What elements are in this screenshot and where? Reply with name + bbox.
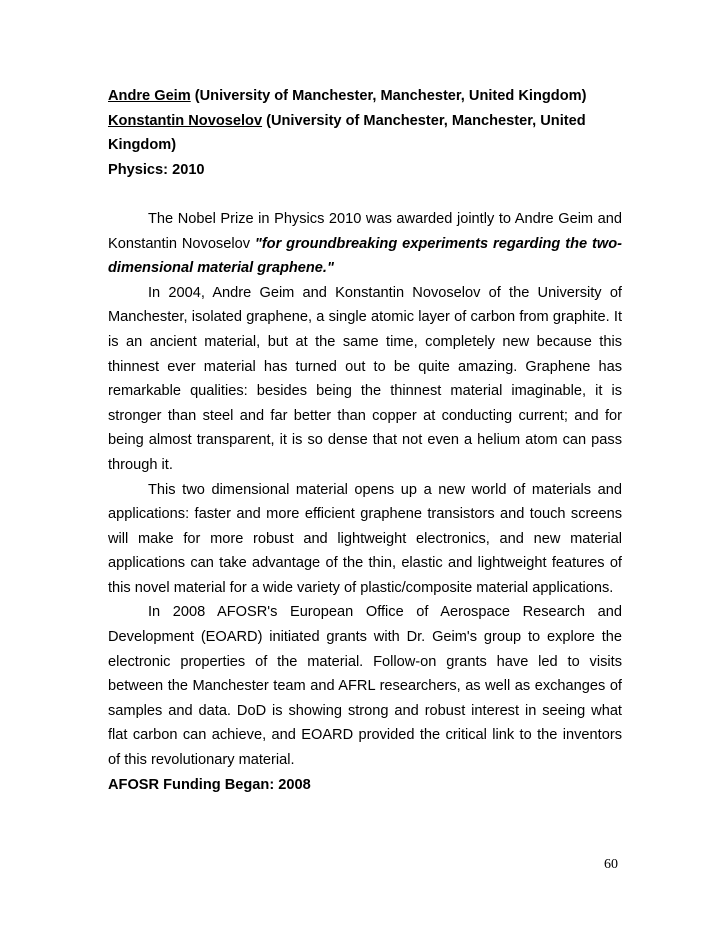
funding-began: AFOSR Funding Began: 2008 [108, 776, 311, 793]
paragraph-applications: This two dimensional material opens up a new world of materials and applications: faster and more efficient graphene transistors and touch screens will make for more robust and lightweight electronics, and new material applications can take advantage of the thin, elastic and lightweight features of this novel material for a wide variety of plastic/composite material applications. [108, 481, 622, 596]
prize-field-year: Physics: 2010 [108, 161, 205, 178]
page-content [108, 84, 622, 797]
paragraph-award [108, 207, 622, 281]
laureate-geim-affiliation: (University of Manchester, Manchester, United Kingdom) [190, 88, 587, 104]
paragraph-discovery: In 2004, Andre Geim and Konstantin Novoselov of the University of Manchester, isolated graphene, a single atomic layer of carbon from graphite. It is an ancient material, but at the same time, completely new because this thinnest ever material has turned out to be quite amazing. Graphene has remarkable qualities: besides being the thinnest material imaginable, it is stronger than steel and far better than copper at conducting current; and for being almost transparent, it is so dense that not even a helium atom can pass through it. [108, 284, 622, 473]
spacer [108, 182, 622, 207]
laureate-geim-line [108, 84, 622, 109]
laureate-geim-name: Andre Geim [108, 88, 191, 104]
laureate-novoselov-name: Konstantin Novoselov [108, 112, 263, 129]
award-citation: "for groundbreaking experiments regarding the two-dimensional material graphene." [108, 235, 622, 277]
paragraph-eoard: In 2008 AFOSR's European Office of Aerospace Research and Development (EOARD) initiated grants with Dr. Geim's group to explore the electronic properties of the material. Follow-on grants have led to visits between the Manchester team and AFRL researchers, as well as exchanges of samples and data. DoD is showing strong and robust interest in seeing what flat carbon can achieve, and EOARD provided the critical link to the inventors of this revolutionary material. [108, 604, 622, 769]
paragraph-award-lead: The Nobel Prize in Physics 2010 was awarded jointly to Andre Geim and Konstantin Novoselov [108, 210, 622, 252]
laureate-novoselov-affiliation: (University of Manchester, Manchester, United Kingdom) [108, 112, 586, 154]
page-number: 60 [604, 857, 618, 872]
laureate-novoselov-line [108, 109, 622, 158]
